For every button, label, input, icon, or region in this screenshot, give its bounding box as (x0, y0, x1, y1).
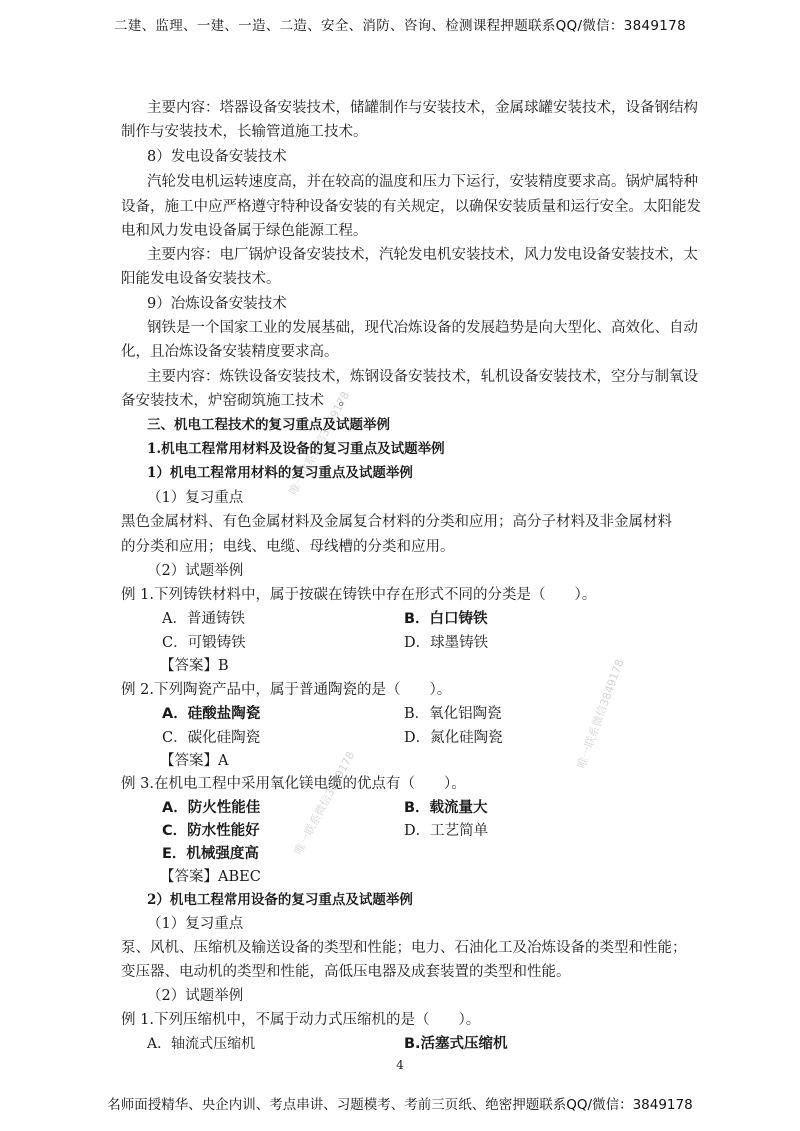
paragraph-line: 主要内容：炼铁设备安装技术，炼钢设备安装技术，轧机设备安装技术，空分与制氧设 (147, 369, 698, 385)
option-a-correct: A．硅酸盐陶瓷 (162, 706, 261, 722)
paragraph-line: 电和风力发电设备属于绿色能源工程。 (121, 223, 368, 239)
heading-3-1-1: 1）机电工程常用材料的复习重点及试题举例 (147, 465, 413, 481)
paragraph-line: 黑色金属材料、有色金属材料及金属复合材料的分类和应用；高分子材料及非金属材料 (121, 514, 672, 530)
paragraph-line: 设备，施工中应严格遵守特种设备安装的有关规定，以确保安装质量和运行安全。太阳能发 (121, 199, 701, 215)
paragraph-line: 主要内容：电厂锅炉设备安装技术，汽轮发电机安装技术，风力发电设备安装技术，太 (147, 247, 698, 263)
option-a: A．普通铸铁 (162, 611, 245, 627)
paragraph-line: 化，且冶炼设备安装精度要求高。 (121, 344, 339, 360)
question: 例 1.下列铸铁材料中，属于按碳在铸铁中存在形式不同的分类是（ ）。 (121, 587, 597, 603)
answer: 【答案】B (160, 658, 229, 674)
question: 例 1.下列压缩机中，不属于动力式压缩机的是（ ）。 (121, 1012, 481, 1028)
paragraph-line: 主要内容：塔器设备安装技术，储罐制作与安装技术，金属球罐安装技术，设备钢结构 (147, 100, 698, 116)
paragraph-line: 汽轮发电机运转速度高，并在较高的温度和压力下运行，安装精度要求高。锅炉属特种 (147, 174, 698, 190)
page-number: 4 (396, 1058, 404, 1072)
watermark: 唯一联系微信3849178 (286, 389, 353, 498)
heading-3-1-2: 2）机电工程常用设备的复习重点及试题举例 (147, 892, 413, 908)
paragraph-line: 制作与安装技术，长输管道施工技术。 (121, 124, 368, 140)
heading-3-1: 1.机电工程常用材料及设备的复习重点及试题举例 (147, 441, 445, 457)
page-footer: 名师面授精华、央企内训、考点串讲、习题模考、考前三页纸、绝密押题联系QQ/微信：3849178 (107, 1097, 693, 1113)
section-title: 9）冶炼设备安装技术 (147, 296, 287, 312)
option-b-correct: B.活塞式压缩机 (404, 1036, 508, 1052)
option-c: C．可锻铸铁 (162, 635, 246, 651)
watermark: 唯一联系微信3849178 (291, 749, 358, 858)
option-d: D．球墨铸铁 (404, 635, 489, 651)
review-label: （1）复习重点 (147, 490, 244, 506)
section-title: 8）发电设备安装技术 (147, 149, 287, 165)
answer: 【答案】ABEC (160, 869, 261, 885)
option-a-correct: A．防火性能佳 (162, 800, 261, 816)
option-d: D．氮化硅陶瓷 (404, 730, 503, 746)
option-d: D．工艺简单 (404, 823, 489, 839)
option-b-correct: B．白口铸铁 (404, 611, 488, 627)
option-e-correct: E．机械强度高 (162, 846, 259, 862)
examples-label: （2）试题举例 (147, 988, 244, 1004)
paragraph-line: 备安装技术，炉窑砌筑施工技术 。 (121, 393, 353, 409)
option-c-correct: C．防水性能好 (162, 823, 260, 839)
examples-label: （2）试题举例 (147, 563, 244, 579)
option-c: C．碳化硅陶瓷 (162, 730, 261, 746)
paragraph-line: 泵、风机、压缩机及输送设备的类型和性能；电力、石油化工及冶炼设备的类型和性能； (121, 940, 687, 956)
watermark: 唯一联系微信3849178 (574, 657, 627, 771)
paragraph-line: 的分类和应用；电线、电缆、母线槽的分类和应用。 (121, 539, 455, 555)
option-b-correct: B．载流量大 (404, 800, 488, 816)
paragraph-line: 钢铁是一个国家工业的发展基础，现代冶炼设备的发展趋势是向大型化、高效化、自动 (147, 320, 698, 336)
question: 例 2.下列陶瓷产品中，属于普通陶瓷的是（ ）。 (121, 682, 452, 698)
option-b: B．氧化铝陶瓷 (404, 706, 502, 722)
review-label: （1）复习重点 (147, 916, 244, 932)
question: 例 3.在机电工程中采用氧化镁电缆的优点有（ ）。 (121, 776, 466, 792)
paragraph-line: 变压器、电动机的类型和性能，高低压电器及成套装置的类型和性能。 (121, 964, 571, 980)
answer: 【答案】A (160, 753, 229, 769)
option-a: A．轴流式压缩机 (147, 1036, 256, 1052)
page-header: 二建、监理、一建、一造、二造、安全、消防、咨询、检测课程押题联系QQ/微信：3849178 (114, 18, 686, 34)
heading-3: 三、机电工程技术的复习重点及试题举例 (147, 417, 390, 433)
paragraph-line: 阳能发电设备安装技术。 (121, 271, 281, 287)
